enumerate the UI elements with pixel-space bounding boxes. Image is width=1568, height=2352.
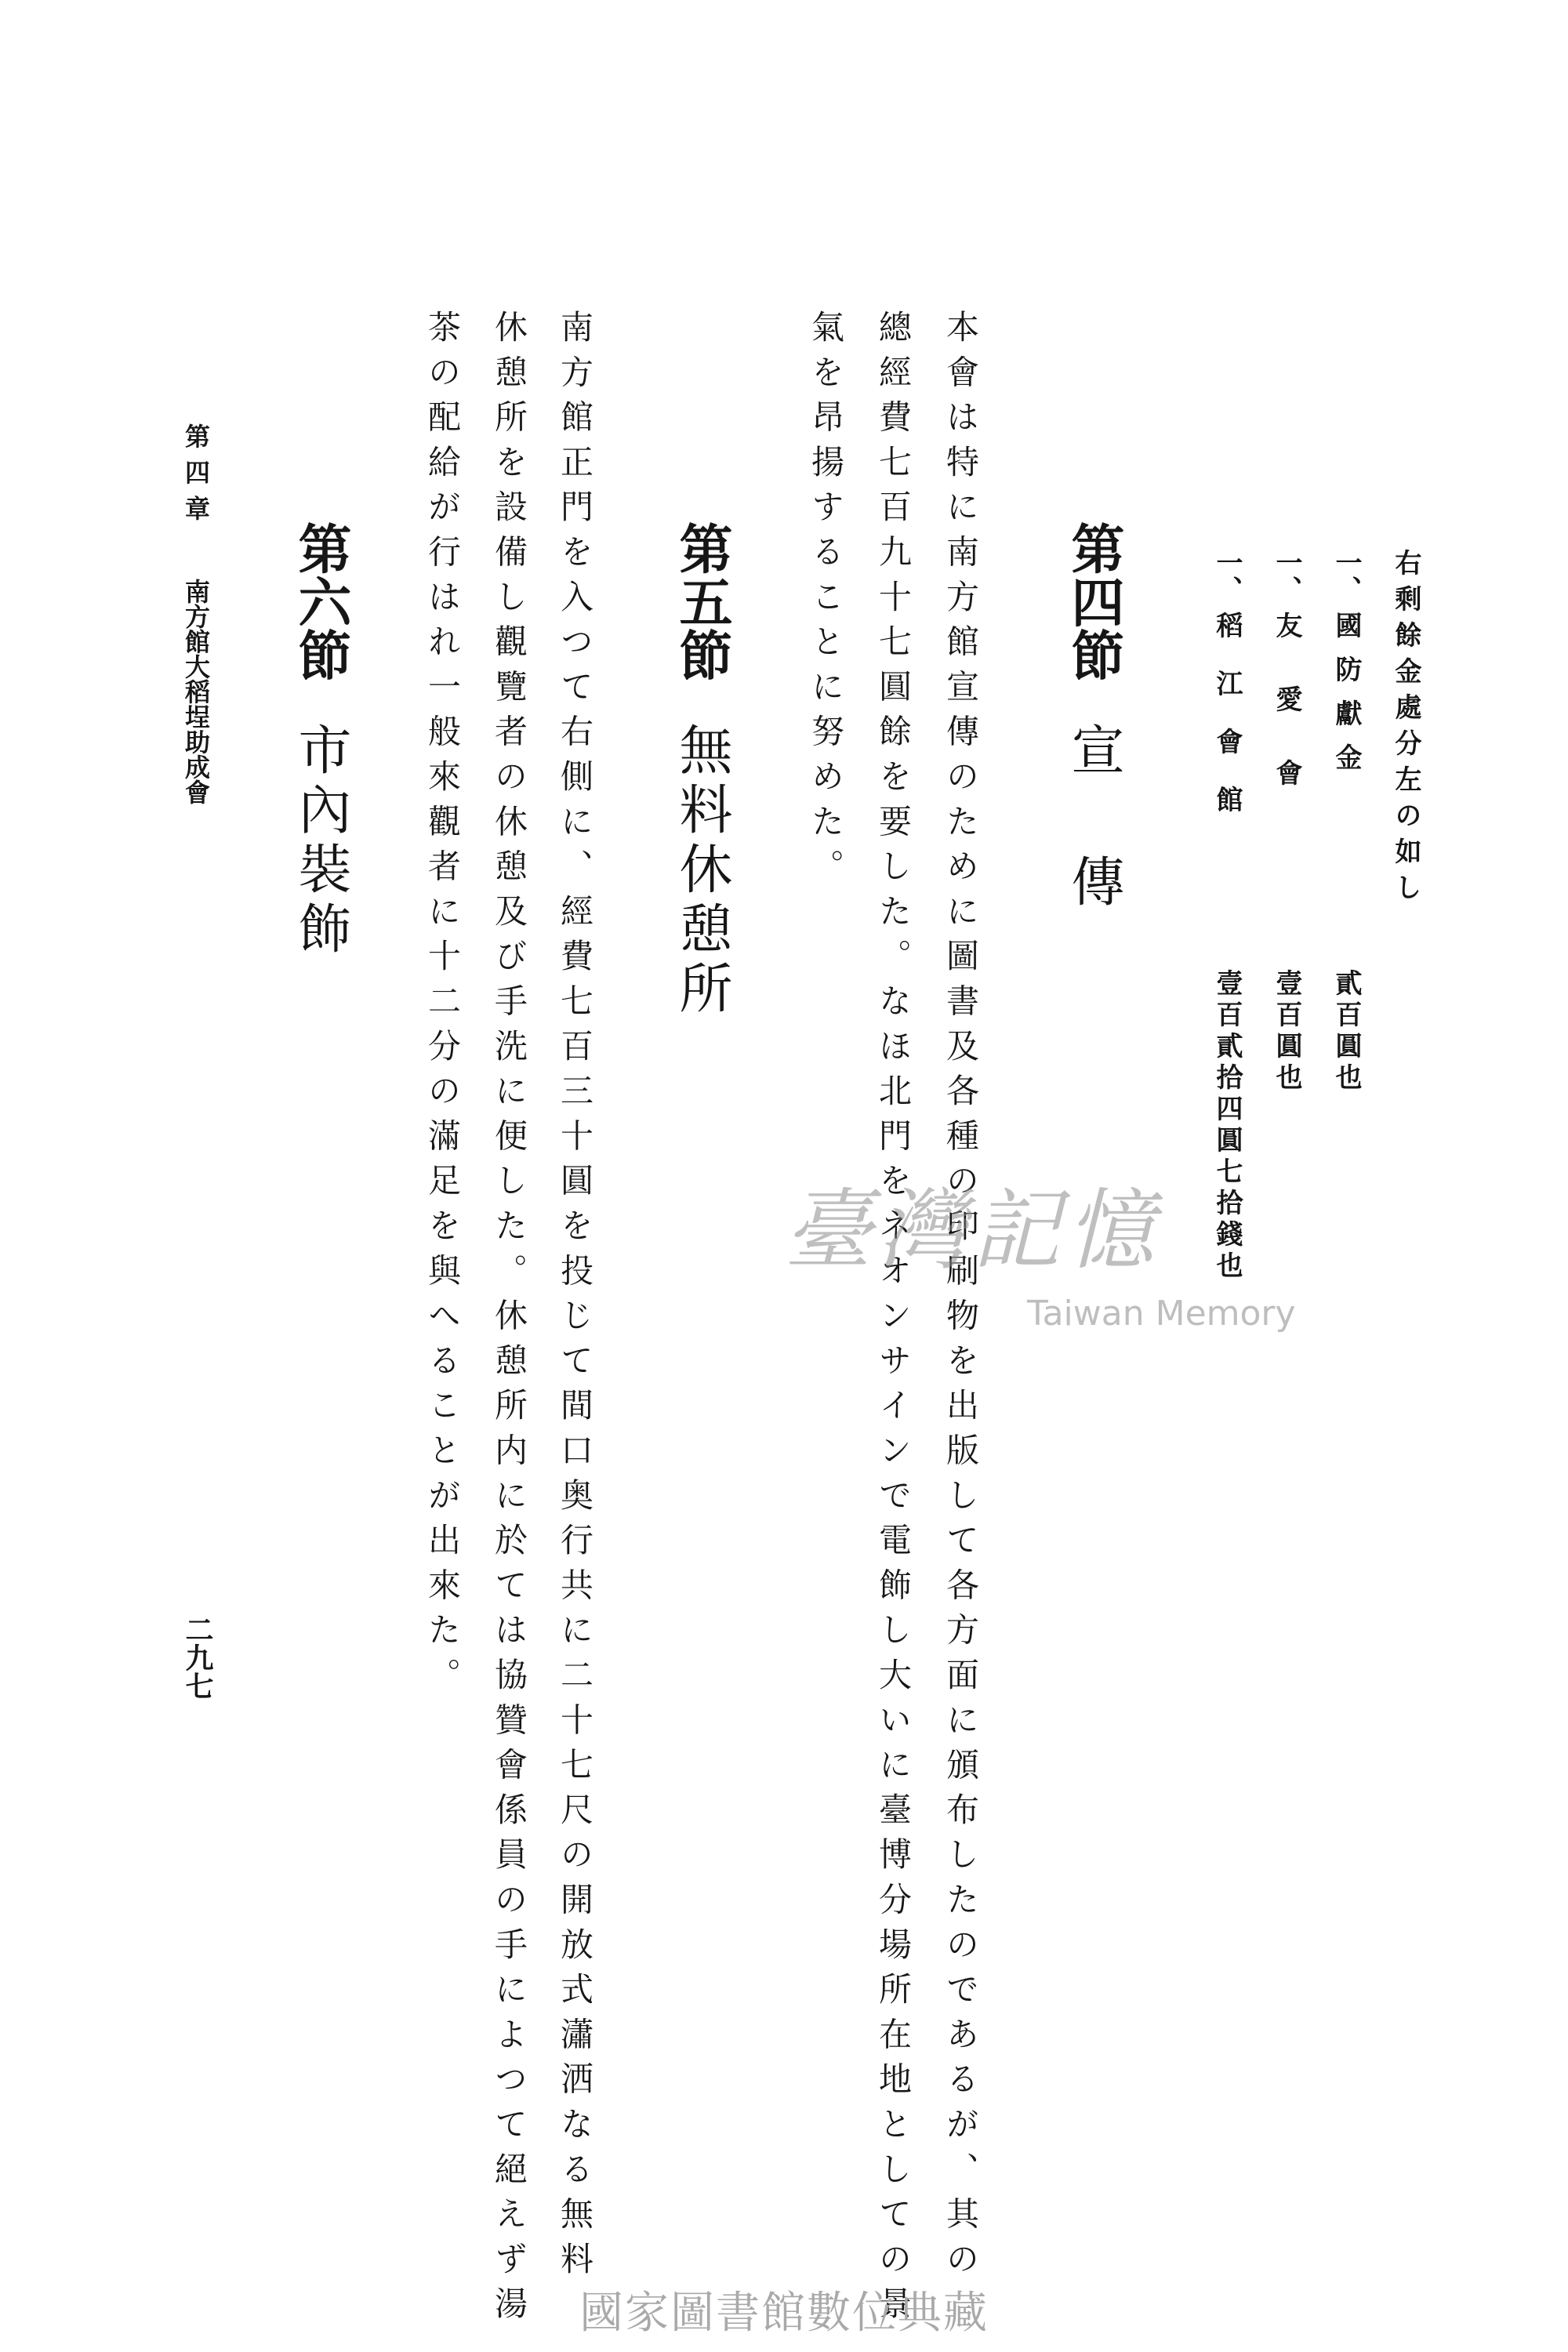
section-title: 無料休憩所: [670, 722, 732, 1020]
list-item-bullet: 一、: [1271, 549, 1302, 602]
paragraph-line: 氣を昂揚することに努めた。: [807, 310, 845, 894]
list-item-name: 友愛會: [1271, 612, 1302, 833]
paragraph-line: 總經費七百九十七圓餘を要した。なほ北門をネオンサインで電飾し大いに臺博分場所在地としての景: [874, 310, 913, 2332]
paragraph-line: 茶の配給が行はれ一般來觀者に十二分の滿足を與へることが出來た。: [423, 310, 462, 1703]
surplus-intro-line: 右剩餘金處分左の如し: [1390, 549, 1421, 909]
paragraph-line: 休憩所を設備し觀覽者の休憩及び手洗に便した。休憩所内に於ては協贊會係員の手によつて絕えず湯: [490, 310, 528, 2332]
paragraph-line: 南方館正門を入つて右側に、經費七百三十圓を投じて間口奥行共に二十七尺の開放式瀟洒なる無料: [556, 310, 594, 2287]
watermark-chinese: 臺灣記憶: [784, 1180, 1160, 1282]
list-item-name: 稻江會館: [1211, 612, 1243, 844]
section-heading: [289, 521, 351, 960]
list-item-name: 國防獻金: [1330, 612, 1362, 787]
running-head: [183, 423, 209, 804]
list-item-bullet: 一、: [1330, 549, 1362, 602]
section-number: 第四節: [1062, 521, 1124, 681]
section-heading: [670, 521, 732, 1020]
page-number: 二九七: [181, 1615, 214, 1700]
list-item-amount: 貳百圓也: [1330, 969, 1362, 1094]
section-heading: [1062, 521, 1124, 985]
running-head-chapter: 第四章: [181, 423, 211, 532]
watermark-english: Taiwan Memory: [1027, 1294, 1296, 1334]
section-title: 宣傳: [1062, 722, 1124, 985]
running-head-title: 南方館大稻埕助成會: [181, 579, 211, 804]
paragraph-line: 本會は特に南方館宣傳のために圖書及各種の印刷物を出版して各方面に頒布したのであるが、其の: [942, 310, 980, 2287]
section-title: 市內裝飾: [289, 722, 351, 960]
archive-footer: 國家圖書館數位典藏: [579, 2288, 989, 2339]
list-item-amount: 壹百貳拾四圓七拾錢也: [1211, 969, 1243, 1283]
list-item-bullet: 一、: [1211, 549, 1243, 602]
section-number: 第六節: [289, 521, 351, 681]
section-number: 第五節: [670, 521, 732, 681]
list-item-amount: 壹百圓也: [1271, 969, 1302, 1094]
